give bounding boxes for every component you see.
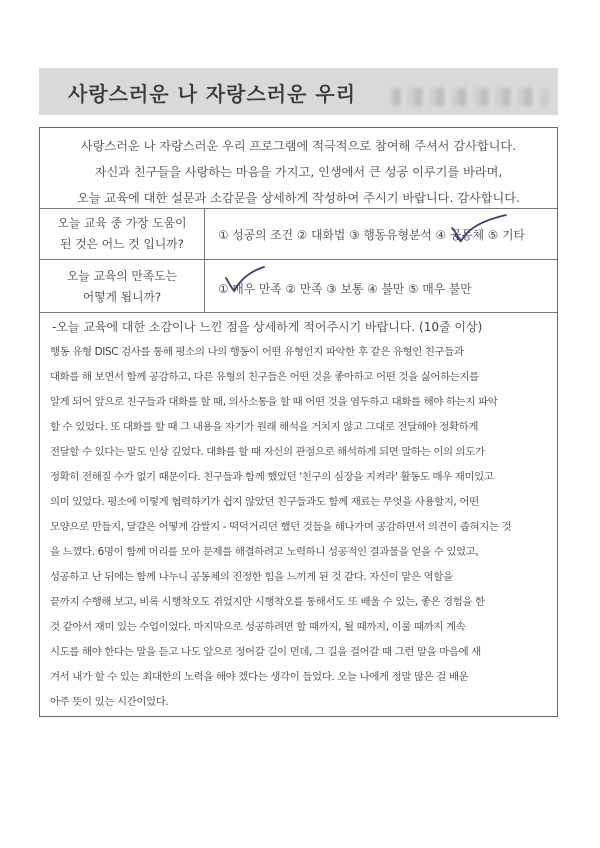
column-divider (204, 208, 205, 312)
handwritten-line: 끝까지 수행해 보고, 비록 시행착오도 겪었지만 시행착오를 통해서도 또 배울 수 있는, 좋은 경험을 한 (50, 596, 485, 608)
intro-line: 사랑스러운 나 자랑스러운 우리 프로그램에 적극적으로 참여해 주셔서 감사합니다. (80, 139, 517, 153)
handwritten-line: 정확히 전해질 수가 없기 때문이다. 친구들과 함께 했었던 '친구의 심장을 지켜라' 활동도 매우 재미있고 (50, 471, 494, 483)
intro-line: 오늘 교육에 대한 설문과 소감문을 상세하게 작성하여 주시기 바랍니다. 감사합니다. (77, 191, 520, 205)
redacted-name (392, 88, 548, 106)
divider (40, 312, 557, 313)
handwritten-line: 전달할 수 있다는 말도 인상 깊었다. 대화를 할 때 자신의 관점으로 해석하게 되면 말하는 이의 의도가 (50, 446, 485, 458)
question-1-options: ① 성공의 조건 ② 대화법 ③ 행동유형분석 ④ 공동체 ⑤ 기타 (218, 228, 525, 242)
comment-prompt: -오늘 교육에 대한 소감이나 느낀 점을 상세하게 적어주시기 바랍니다. (10줄 이상) (52, 320, 483, 334)
question-2-label: 오늘 교육의 만족도는 어떻게 됩니까? (66, 269, 178, 304)
intro-text (40, 133, 557, 211)
page-title: 사랑스러운 나 자랑스러운 우리 (68, 82, 357, 106)
question-1-label: 오늘 교육 중 가장 도움이 된 것은 어느 것 입니까? (57, 216, 187, 251)
handwritten-line: 겨서 내가 할 수 있는 최대한의 노력을 해야 겠다는 생각이 들었다. 오늘 나에게 정말 많은 걸 배운 (50, 671, 469, 683)
handwritten-line: 행동 유형 DISC 검사를 통해 평소의 나의 행동이 어떤 유형인지 파악한 후 같은 유형인 친구들과 (50, 346, 464, 358)
check-mark-icon (448, 212, 514, 246)
handwritten-line: 알게 되어 앞으로 친구들과 대화를 할 때, 의사소통을 할 때 어떤 것을 염두하고 대화를 해야 하는지 파악 (50, 396, 498, 408)
handwritten-line: 것 같아서 재미 있는 수업이었다. 마지막으로 성공하려면 할 때까지, 될 때까지, 이룰 때까지 계속 (50, 621, 466, 633)
handwritten-line: 아주 뜻이 있는 시간이었다. (50, 696, 169, 708)
question-2-options: ① 매우 만족 ② 만족 ③ 보통 ④ 불만 ⑤ 매우 불만 (218, 282, 472, 296)
handwritten-line: 을 느꼈다. 6명이 함께 머리를 모아 문제를 해결하려고 노력하니 성공적인 결과물을 얻을 수 있었고, (50, 546, 479, 558)
handwritten-line: 할 수 있었다. 또 대화를 할 때 그 내용을 자기가 원래 해석을 거치지 않고 그대로 전달해야 정확하게 (50, 421, 479, 433)
handwritten-line: 성공하고 난 뒤에는 함께 나누니 공동체의 진정한 힘을 느끼게 된 것 같다. 자신이 맡은 역할을 (50, 571, 453, 583)
check-mark-icon (222, 264, 270, 296)
handwritten-line: 시도를 해야 한다는 말을 듣고 나도 앞으로 정어갈 길이 먼데, 그 길을 걸어갈 때 그런 말을 마음에 새 (50, 646, 481, 658)
handwritten-line: 모양으로 만들지, 달걀은 어떻게 감쌀지 - 떡덕거리던 했던 것들을 해나가며 공감하면서 의견이 좁혀지는 것 (50, 521, 512, 533)
handwritten-line: 의미 있었다. 평소에 이렇게 협력하기가 쉽지 않았던 친구들과도 함께 재료는 무엇을 사용할지, 어떤 (50, 496, 479, 508)
divider (40, 208, 557, 209)
handwritten-line: 대화를 해 보면서 함께 공감하고, 다른 유형의 친구들은 어떤 것을 좋아하고 어떤 것을 싫어하는지를 (50, 371, 479, 383)
intro-line: 자신과 친구들을 사랑하는 마음을 가지고, 인생에서 큰 성공 이루기를 바라며, (94, 165, 503, 179)
divider (40, 259, 557, 260)
